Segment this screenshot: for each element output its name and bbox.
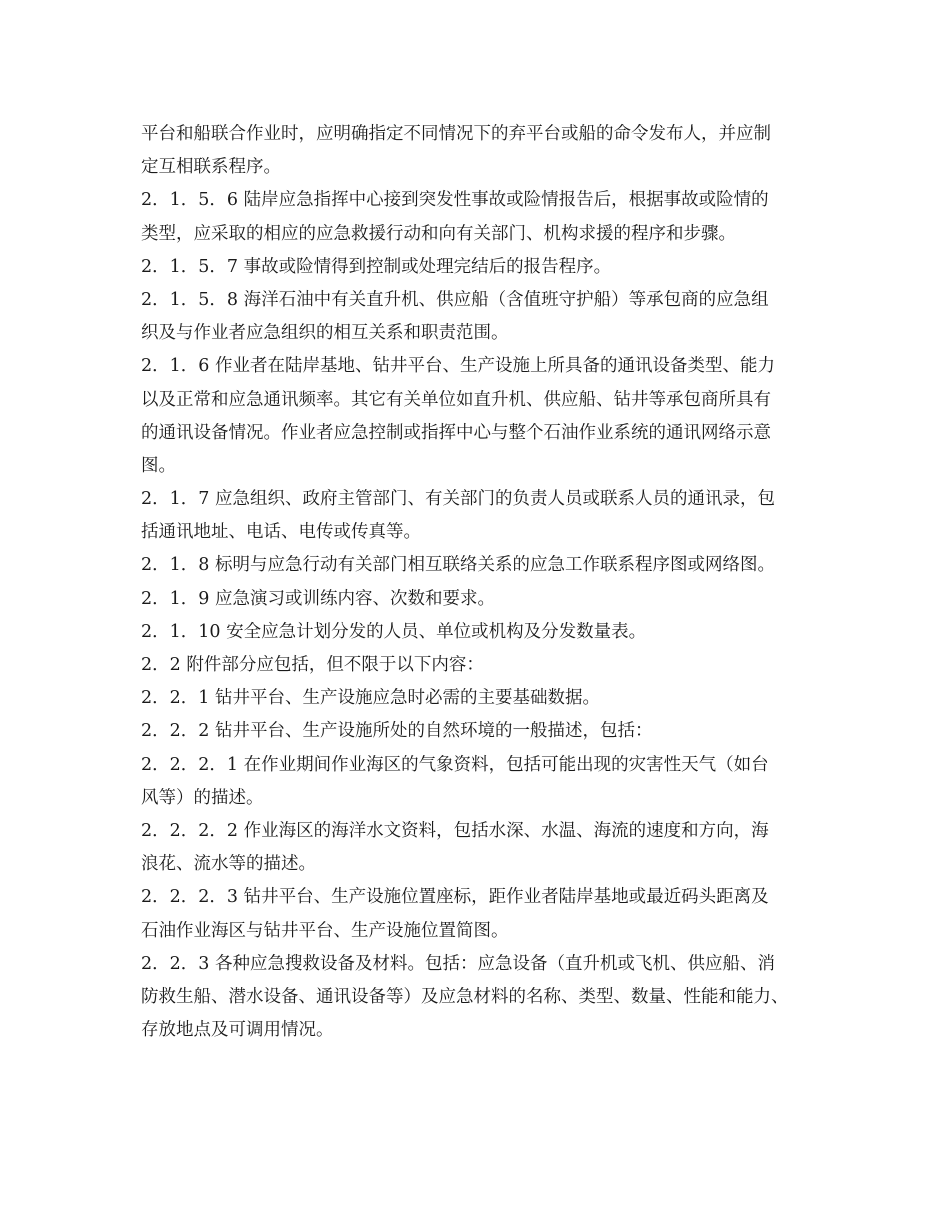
text-line: 定互相联系程序。 bbox=[141, 157, 281, 178]
text-line: 2．1．10 安全应急计划分发的人员、单位或机构及分发数量表。 bbox=[141, 621, 647, 642]
text-line: 2．2．3 各种应急搜救设备及材料。包括：应急设备（直升机或飞机、供应船、消 bbox=[141, 953, 775, 974]
text-line: 2．1．5．8 海洋石油中有关直升机、供应船（含值班守护船）等承包商的应急组 bbox=[141, 289, 769, 310]
text-line: 的通讯设备情况。作业者应急控制或指挥中心与整个石油作业系统的通讯网络示意 bbox=[141, 422, 771, 443]
text-line: 2．1．9 应急演习或训练内容、次数和要求。 bbox=[141, 588, 495, 609]
text-line: 括通讯地址、电话、电传或传真等。 bbox=[141, 522, 421, 543]
text-line: 2．1．7 应急组织、政府主管部门、有关部门的负责人员或联系人员的通讯录，包 bbox=[141, 489, 775, 510]
text-line: 石油作业海区与钻井平台、生产设施位置简图。 bbox=[141, 920, 509, 941]
text-line: 2．2．2．1 在作业期间作业海区的气象资料，包括可能出现的灾害性天气（如台 bbox=[141, 754, 769, 775]
text-line: 2．2 附件部分应包括，但不限于以下内容： bbox=[141, 655, 484, 675]
text-line: 以及正常和应急通讯频率。其它有关单位如直升机、供应船、钻井等承包商所具有 bbox=[141, 389, 771, 410]
text-line: 2．1．8 标明与应急行动有关部门相互联络关系的应急工作联系程序图或网络图。 bbox=[141, 555, 775, 576]
text-line: 2．2．2．3 钻井平台、生产设施位置座标，距作业者陆岸基地或最近码头距离及 bbox=[141, 887, 769, 908]
document-body bbox=[141, 118, 831, 1047]
text-line: 织及与作业者应急组织的相互关系和职责范围。 bbox=[141, 323, 509, 344]
text-line: 图。 bbox=[141, 455, 176, 476]
text-line: 2．1．5．7 事故或险情得到控制或处理完结后的报告程序。 bbox=[141, 256, 612, 277]
text-line: 防救生船、潜水设备、通讯设备等）及应急材料的名称、类型、数量、性能和能力、 bbox=[141, 986, 789, 1007]
text-line: 类型，应采取的相应的应急救援行动和向有关部门、机构求援的程序和步骤。 bbox=[141, 223, 736, 244]
text-line: 2．2．1 钻井平台、生产设施应急时必需的主要基础数据。 bbox=[141, 688, 600, 709]
text-line: 风等）的描述。 bbox=[141, 787, 264, 808]
text-line: 浪花、流水等的描述。 bbox=[141, 854, 316, 875]
text-line: 2．1．6 作业者在陆岸基地、钻井平台、生产设施上所具备的通讯设备类型、能力 bbox=[141, 356, 775, 377]
text-line: 2．2．2 钻井平台、生产设施所处的自然环境的一般描述，包括： bbox=[141, 721, 653, 742]
text-line: 2．2．2．2 作业海区的海洋水文资料，包括水深、水温、海流的速度和方向，海 bbox=[141, 820, 769, 841]
text-line: 平台和船联合作业时，应明确指定不同情况下的弃平台或船的命令发布人，并应制 bbox=[141, 124, 771, 144]
text-line: 存放地点及可调用情况。 bbox=[141, 1020, 334, 1041]
text-line: 2．1．5．6 陆岸应急指挥中心接到突发性事故或险情报告后，根据事故或险情的 bbox=[141, 190, 769, 211]
